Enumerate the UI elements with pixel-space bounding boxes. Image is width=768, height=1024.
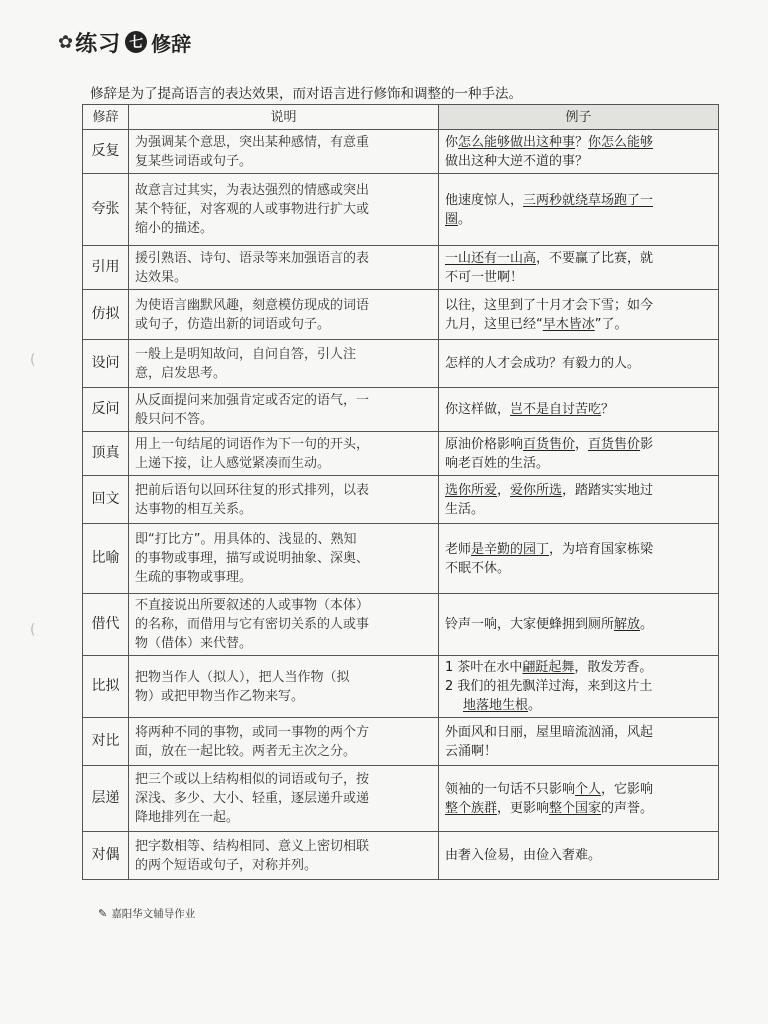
description-line: 达事物的相互关系。 (135, 501, 253, 517)
rhetoric-name: 比拟 (83, 656, 129, 718)
underlined-phrase: 怎么能够做出这种事 (458, 134, 576, 150)
table-row (83, 832, 719, 880)
example-text: 不眠不休。 (445, 560, 511, 576)
table-row (83, 766, 719, 832)
rhetoric-description (129, 340, 439, 388)
table-body (83, 130, 719, 880)
description-line: 的两个短语或句子，对称并列。 (135, 857, 318, 873)
description-line: 用上一句结尾的词语作为下一句的开头， (135, 436, 370, 452)
example-line (445, 559, 712, 578)
example-text: 1 茶叶在水中 (445, 660, 523, 675)
underlined-phrase: 你怎么能够 (588, 134, 654, 150)
example-text: 以往，这里到了十月才会下雪；如今 (445, 297, 654, 313)
description-line: 深浅、多少、大小、轻重，逐层递升或递 (135, 791, 370, 806)
rhetoric-example (439, 766, 719, 832)
rhetoric-description (129, 130, 439, 174)
description-line: 或句子，仿造出新的词语或句子。 (135, 316, 331, 332)
publisher-icon: ✎ (98, 907, 108, 920)
example-line (445, 454, 712, 473)
rhetoric-description (129, 432, 439, 476)
table-row (83, 594, 719, 656)
description-line: 物（借体）来代替。 (135, 636, 253, 651)
example-text: ， (575, 436, 589, 452)
header-example: 例子 (439, 105, 719, 130)
rhetoric-name: 反问 (83, 388, 129, 432)
punch-hole-mark: ( (30, 352, 36, 368)
underlined-phrase: 岂不是自讨苦吃 (510, 402, 602, 417)
example-text: ， (497, 482, 511, 498)
example-text: ，更影响 (497, 800, 550, 816)
example-text: 。 (458, 211, 472, 227)
rhetoric-description (129, 832, 439, 880)
rhetoric-name: 借代 (83, 594, 129, 656)
underlined-phrase: 地 (463, 698, 477, 713)
table-row (83, 432, 719, 476)
rhetoric-name: 层递 (83, 766, 129, 832)
rhetoric-example (439, 432, 719, 476)
rhetoric-description (129, 290, 439, 340)
description-line: 降地排列在一起。 (135, 810, 240, 825)
underlined-phrase: 整个族群 (445, 800, 498, 816)
rhetoric-example (439, 718, 719, 766)
example-line (445, 780, 712, 799)
example-line (445, 481, 712, 500)
example-text: 他速度惊人， (445, 192, 524, 208)
rhetoric-name: 对比 (83, 718, 129, 766)
description-line: 一般上是明知故问，自问自答，引人注 (135, 346, 357, 362)
rhetoric-description (129, 524, 439, 594)
description-line: 的名称，而借用与它有密切关系的人或事 (135, 617, 370, 632)
example-text: 外面风和日丽，屋里暗流汹涌，风起 (445, 724, 654, 740)
description-line: 故意言过其实，为表达强烈的情感或突出 (135, 183, 370, 198)
rhetoric-example (439, 832, 719, 880)
example-line (445, 249, 712, 268)
rhetoric-description (129, 656, 439, 718)
example-line (445, 846, 712, 865)
description-line: 把字数相等、结构相同、意义上密切相联 (135, 838, 370, 854)
rhetoric-name: 设问 (83, 340, 129, 388)
example-text: ”了。 (594, 316, 628, 332)
example-line (445, 540, 712, 559)
rhetoric-example (439, 476, 719, 524)
underlined-phrase: 个人 (575, 781, 602, 797)
rhetoric-name: 顶真 (83, 432, 129, 476)
description-line: 即“打比方”。用具体的、浅显的、熟知 (135, 532, 357, 547)
exercise-header (58, 24, 191, 60)
header-desc: 说明 (129, 105, 439, 130)
publisher-name: 嘉阳华文辅导作业 (111, 908, 196, 920)
example-line (445, 500, 712, 519)
example-text: 的声誉。 (601, 800, 654, 816)
rhetoric-example (439, 656, 719, 718)
example-line (445, 296, 712, 315)
underlined-phrase: 解放 (614, 617, 641, 632)
underlined-phrase: 一山还有一山高 (445, 250, 537, 266)
underlined-phrase: 选你所爱 (445, 482, 498, 498)
description-line: 物）或把甲物当作乙物来写。 (135, 688, 305, 704)
example-line (445, 191, 712, 210)
underlined-phrase: 圈 (445, 211, 459, 227)
description-line: 复某些词语或句子。 (135, 153, 253, 169)
example-text: 你这样做， (445, 402, 511, 417)
table-row (83, 246, 719, 290)
example-text: 生活。 (445, 501, 485, 517)
rhetoric-example (439, 524, 719, 594)
description-line: 为强调某个意思，突出某种感情，有意重 (135, 134, 370, 150)
underlined-phrase: 三两秒就绕草场跑了一 (523, 192, 654, 208)
footer (98, 906, 195, 921)
example-line (445, 742, 712, 761)
example-line (445, 400, 712, 419)
example-text: 不可一世啊！ (445, 269, 524, 285)
example-text: ，为培育国家栋梁 (549, 541, 654, 557)
example-text: ，它影响 (601, 781, 654, 797)
example-line (445, 152, 712, 171)
table-row (83, 656, 719, 718)
example-text: 原油价格影响 (445, 436, 524, 452)
underlined-phrase: 早木皆冰 (542, 316, 595, 332)
table-row (83, 174, 719, 246)
description-line: 为使语言幽默风趣，刻意模仿现成的词语 (135, 297, 370, 313)
example-text: 领袖的一句话不只影响 (445, 781, 576, 797)
rhetoric-example (439, 174, 719, 246)
description-line: 把前后语句以回环往复的形式排列，以表 (135, 482, 370, 498)
description-line: 般只问不答。 (135, 411, 214, 427)
exercise-number: 七 (125, 31, 147, 53)
exercise-topic: 修辞 (151, 31, 192, 56)
rhetoric-name: 仿拟 (83, 290, 129, 340)
table-row (83, 130, 719, 174)
exercise-label: 练习 (75, 30, 122, 57)
description-line: 达效果。 (135, 269, 188, 285)
rhetoric-example (439, 130, 719, 174)
rhetoric-example (439, 246, 719, 290)
table-header-row (83, 105, 719, 130)
example-text: 由奢入俭易，由俭入奢难。 (445, 848, 602, 863)
example-text: 2 我们的祖先飘洋过海，来到这片土 (445, 679, 653, 694)
underlined-phrase: 落地生根 (476, 698, 529, 713)
rhetoric-description (129, 594, 439, 656)
punch-hole-mark: ( (30, 622, 36, 638)
example-line (445, 677, 712, 696)
example-line (445, 210, 712, 229)
rhetoric-example (439, 340, 719, 388)
description-line: 生疏的事物或事理。 (135, 570, 253, 585)
example-text: ，散发芳香。 (574, 660, 653, 675)
example-text: 。 (528, 698, 542, 713)
example-text: 老师 (445, 541, 472, 557)
example-text: ？ (601, 402, 615, 417)
rhetoric-description (129, 718, 439, 766)
description-line: 上递下接，让人感觉紧凑而生动。 (135, 455, 331, 471)
table-row (83, 340, 719, 388)
underlined-phrase: 是 (471, 541, 485, 557)
rhetoric-name: 比喻 (83, 524, 129, 594)
rhetoric-description (129, 766, 439, 832)
rhetoric-name: 引用 (83, 246, 129, 290)
example-line (445, 133, 712, 152)
rhetoric-name: 反复 (83, 130, 129, 174)
example-text: 做出这种大逆不道的事？ (445, 153, 589, 169)
example-line (445, 354, 712, 373)
table-row (83, 290, 719, 340)
example-line (445, 315, 712, 334)
description-line: 意，启发思考。 (135, 365, 227, 381)
description-line: 面，放在一起比较。两者无主次之分。 (135, 743, 357, 759)
intro-text: 修辞是为了提高语言的表达效果，而对语言进行修饰和调整的一种手法。 (90, 86, 522, 102)
table-row (83, 388, 719, 432)
description-line: 将两种不同的事物，或同一事物的两个方 (135, 724, 370, 740)
example-line (445, 723, 712, 742)
rhetoric-description (129, 476, 439, 524)
example-line (445, 615, 712, 634)
description-line: 的事物或事理，描写或说明抽象、深奥、 (135, 551, 370, 566)
description-line: 援引熟语、诗句、语录等来加强语言的表 (135, 250, 370, 266)
underlined-phrase: 百货售价 (523, 436, 576, 452)
description-line: 某个特征，对客观的人或事物进行扩大或 (135, 202, 370, 217)
example-text: 影 (640, 436, 654, 452)
example-text: ，踏踏实实地过 (562, 482, 654, 498)
underlined-phrase: 翩跹起舞 (522, 660, 575, 675)
underlined-phrase: 爱你所选 (510, 482, 563, 498)
header-name: 修辞 (83, 105, 129, 130)
underlined-phrase: 百货售价 (588, 436, 641, 452)
example-line (445, 799, 712, 818)
rhetoric-example (439, 388, 719, 432)
underlined-phrase: 整个国家 (549, 800, 602, 816)
rhetoric-description (129, 174, 439, 246)
rhetoric-name: 夸张 (83, 174, 129, 246)
rhetoric-description (129, 388, 439, 432)
example-line (445, 268, 712, 287)
rhetoric-description (129, 246, 439, 290)
table-row (83, 718, 719, 766)
example-line (445, 658, 712, 677)
example-text: ？ (575, 134, 589, 150)
table-row (83, 524, 719, 594)
example-text: 怎样的人才会成功？有毅力的人。 (445, 356, 641, 371)
example-text: 你 (445, 134, 459, 150)
example-text: 云涌啊！ (445, 743, 498, 759)
example-line (445, 696, 712, 715)
example-line (445, 435, 712, 454)
description-line: 把物当作人（拟人），把人当作物（拟 (135, 669, 350, 685)
rhetoric-example (439, 594, 719, 656)
rhetoric-example (439, 290, 719, 340)
rhetoric-name: 回文 (83, 476, 129, 524)
example-text: 铃声一响，大家便蜂拥到厕所 (445, 617, 615, 632)
example-text: ，不要赢了比赛，就 (536, 250, 654, 266)
description-line: 不直接说出所要叙述的人或事物（本体） (135, 598, 370, 613)
example-text: 九月，这里已经“ (445, 316, 543, 332)
example-text: 。 (640, 617, 654, 632)
rhetoric-table (82, 104, 719, 880)
description-line: 从反面提问来加强肯定或否定的语气，一 (135, 392, 370, 408)
description-line: 把三个或以上结构相似的词语或句子，按 (135, 772, 370, 787)
table-row (83, 476, 719, 524)
underlined-phrase: 辛勤的园丁 (484, 541, 550, 557)
example-text: 响老百姓的生活。 (445, 455, 550, 471)
description-line: 缩小的描述。 (135, 221, 214, 236)
bee-icon: ✿ (58, 31, 74, 53)
rhetoric-name: 对偶 (83, 832, 129, 880)
